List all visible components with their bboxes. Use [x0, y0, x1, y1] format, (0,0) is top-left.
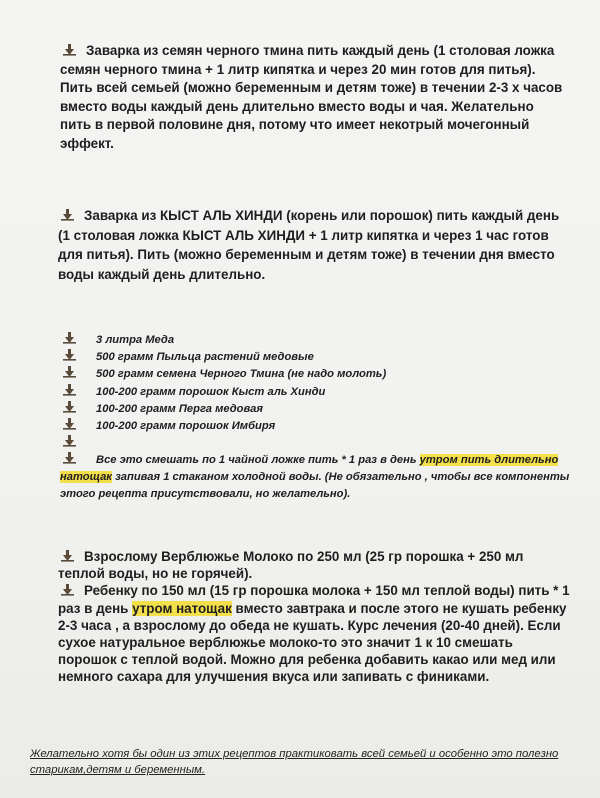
adult-dosage — [58, 548, 570, 582]
pin-arrow-icon — [60, 365, 88, 378]
instruction-text-end: запивая 1 стаканом холодной воды. (Не обязательно , чтобы все компоненты этого рецепта присутствовали, но желательно). — [60, 471, 570, 501]
child-dosage-text-end: вместо завтрака и после этого не кушать ребенку 2-3 часа , а взрослому до обеда не кушать. Курс лечения (20-40 дней). Если сухое натуральное верблюжье молоко-то это значит 1 к 10 смешать порошок с теплой водой. Можно для ребенка добавить какао или мед или немного сахара для улучшения вкуса или запивать с финиками. — [58, 600, 567, 685]
pin-arrow-icon — [60, 348, 88, 361]
recipe-black-cumin-text: Заварка из семян черного тмина пить каждый день (1 столовая ложка семян черного тмина + 1 литр кипятка и через 20 мин готов для питья). Пить всей семьей (можно беременным и детям тоже) в течении 2-3 х часов вместо воды каждый день длительно вместо воды и чая. Желательно пить в первой половине дня, потому что имеет некотрый мочегонный эффект. — [60, 43, 563, 151]
child-dosage-text: Ребенку по 150 мл (15 гр порошка молока + 150 мл теплой воды) пить * 1 раз в день — [58, 583, 570, 616]
mixture-instruction — [60, 451, 570, 503]
adult-dosage-text: Взрослому Верблюжье Молоко по 250 мл (25 гр порошка + 250 мл теплой воды, но не горячей). — [58, 549, 524, 582]
footer-note: Желательно хотя бы один из этих рецептов практиковать всей семьей и особенно это полезно старикам,детям и беременным. — [30, 748, 559, 776]
instruction-text: Все это смешать по 1 чайной ложке пить * 1 раз в день — [96, 454, 420, 467]
list-item — [60, 383, 570, 400]
camel-milk-recipe — [58, 548, 570, 686]
list-item-text: 100-200 грамм порошок Кыст аль Хинди — [96, 385, 326, 398]
pin-arrow-icon — [58, 583, 78, 596]
pin-arrow-icon — [60, 451, 88, 464]
pin-arrow-icon — [60, 434, 88, 447]
list-item-text: 100-200 грамм Перга медовая — [96, 402, 263, 415]
honey-mixture-recipe — [60, 331, 570, 503]
list-item — [60, 417, 570, 434]
highlighted-text: утром натощак — [132, 600, 232, 616]
pin-arrow-icon — [60, 383, 88, 396]
pin-arrow-icon — [60, 417, 88, 430]
child-dosage — [58, 582, 570, 685]
list-item — [60, 365, 570, 382]
recipe-black-cumin — [60, 42, 568, 153]
list-item — [60, 400, 570, 417]
list-item-empty — [60, 434, 570, 451]
list-item — [60, 331, 570, 348]
pin-arrow-icon — [60, 400, 88, 413]
pin-arrow-icon — [58, 549, 78, 562]
list-item-text: 100-200 грамм порошок Имбиря — [96, 420, 276, 433]
list-item-text: 3 литра Меда — [96, 334, 175, 346]
pin-arrow-icon — [60, 331, 88, 344]
list-item-text: 500 грамм семена Черного Тмина (не надо молоть) — [96, 368, 387, 381]
recipe-kyst-al-hindi — [58, 206, 570, 284]
pin-arrow-icon — [58, 208, 78, 221]
list-item — [60, 348, 570, 365]
list-item-text: 500 грамм Пыльца растений медовые — [96, 351, 314, 364]
pin-arrow-icon — [60, 43, 80, 56]
recipe-kyst-al-hindi-text: Заварка из КЫСТ АЛЬ ХИНДИ (корень или порошок) пить каждый день (1 столовая ложка КЫСТ АЛЬ ХИНДИ + 1 литр кипятка и через 1 час готов для питья). Пить (можно беременным и детям тоже) в течении дня вместо воды каждый день длительно. — [58, 208, 560, 282]
highlighted-text: утром пить длительно натощак — [60, 454, 559, 484]
